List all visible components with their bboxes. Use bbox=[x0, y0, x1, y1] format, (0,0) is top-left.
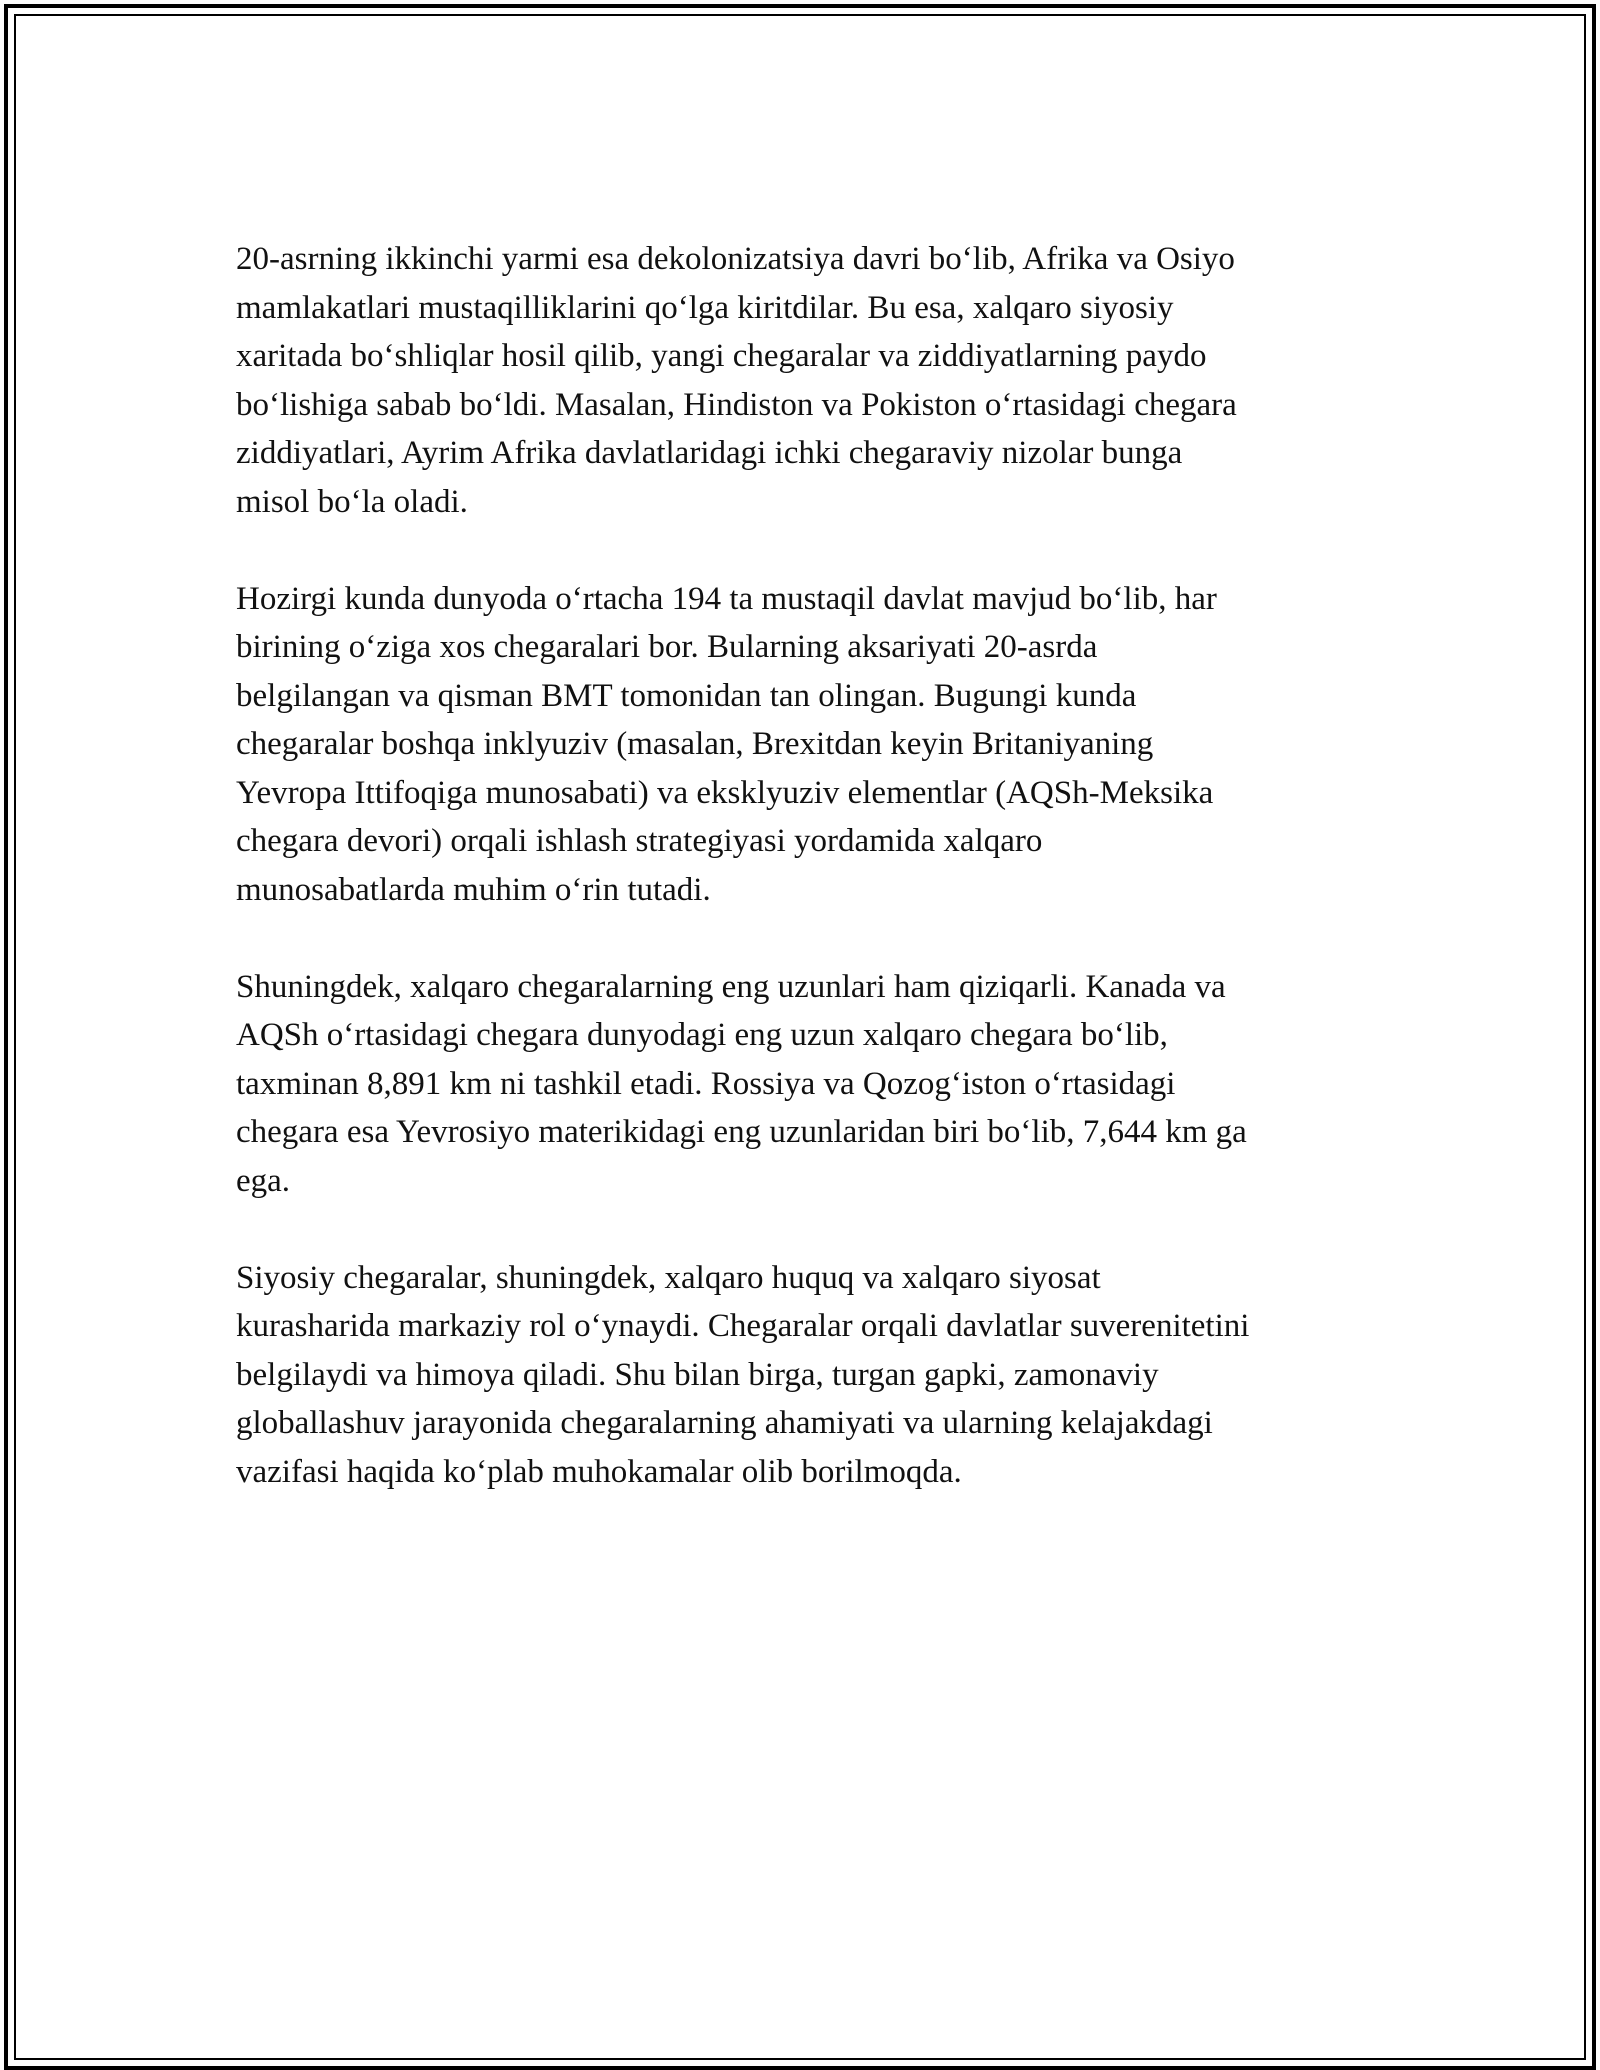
text-line: xaritada bo‘shliqlar hosil qilib, yangi chegaralar va ziddiyatlarning paydo bbox=[236, 338, 1207, 374]
text-line: AQSh o‘rtasidagi chegara dunyodagi eng uzun xalqaro chegara bo‘lib, bbox=[236, 1017, 1168, 1053]
text-line: taxminan 8,891 km ni tashkil etadi. Rossiya va Qozog‘iston o‘rtasidagi bbox=[236, 1065, 1176, 1102]
text-line: kurasharida markaziy rol o‘ynaydi. Chegaralar orqali davlatlar suverenitetini bbox=[236, 1308, 1250, 1344]
text-line: 20-asrning ikkinchi yarmi esa dekolonizatsiya davri bo‘lib, Afrika va Osiyo bbox=[236, 241, 1235, 277]
text-line: chegara esa Yevrosiyo materikidagi eng uzunlaridan biri bo‘lib, 7,644 km ga bbox=[236, 1114, 1247, 1150]
text-line: chegaralar boshqa inklyuziv (masalan, Brexitdan keyin Britaniyaning bbox=[236, 726, 1154, 762]
text-line: munosabatlarda muhim o‘rin tutadi. bbox=[236, 871, 711, 908]
text-line: mamlakatlari mustaqilliklarini qo‘lga kiritdilar. Bu esa, xalqaro siyosiy bbox=[236, 289, 1174, 326]
text-line: ega. bbox=[236, 1162, 291, 1199]
paragraph-political-borders bbox=[236, 1254, 1376, 1497]
paragraph-decolonization bbox=[236, 235, 1376, 526]
paragraph-longest-borders bbox=[236, 963, 1376, 1206]
text-line: globallashuv jarayonida chegaralarning ahamiyati va ularning kelajakdagi bbox=[236, 1405, 1213, 1441]
text-line: chegara devori) orqali ishlash strategiyasi yordamida xalqaro bbox=[236, 823, 1043, 859]
text-line: Siyosiy chegaralar, shuningdek, xalqaro huquq va xalqaro siyosat bbox=[236, 1259, 1101, 1296]
text-line: Shuningdek, xalqaro chegaralarning eng uzunlari ham qiziqarli. Kanada va bbox=[236, 968, 1226, 1005]
text-line: belgilangan va qisman BMT tomonidan tan olingan. Bugungi kunda bbox=[236, 677, 1137, 714]
text-line: belgilaydi va himoya qiladi. Shu bilan birga, turgan gapki, zamonaviy bbox=[236, 1356, 1159, 1393]
text-line: vazifasi haqida ko‘plab muhokamalar olib borilmoqda. bbox=[236, 1453, 962, 1490]
text-line: Hozirgi kunda dunyoda o‘rtacha 194 ta mustaqil davlat mavjud bo‘lib, har bbox=[236, 580, 1217, 617]
text-line: birining o‘ziga xos chegaralari bor. Bularning aksariyati 20-asrda bbox=[236, 629, 1098, 665]
document-body bbox=[236, 235, 1376, 1545]
text-line: misol bo‘la oladi. bbox=[236, 483, 468, 520]
paragraph-independent-states bbox=[236, 575, 1376, 915]
text-line: ziddiyatlari, Ayrim Afrika davlatlaridagi ichki chegaraviy nizolar bunga bbox=[236, 435, 1183, 471]
text-line: Yevropa Ittifoqiga munosabati) va eksklyuziv elementlar (AQSh-Meksika bbox=[236, 774, 1214, 811]
text-line: bo‘lishiga sabab bo‘ldi. Masalan, Hindiston va Pokiston o‘rtasidagi chegara bbox=[236, 386, 1237, 423]
